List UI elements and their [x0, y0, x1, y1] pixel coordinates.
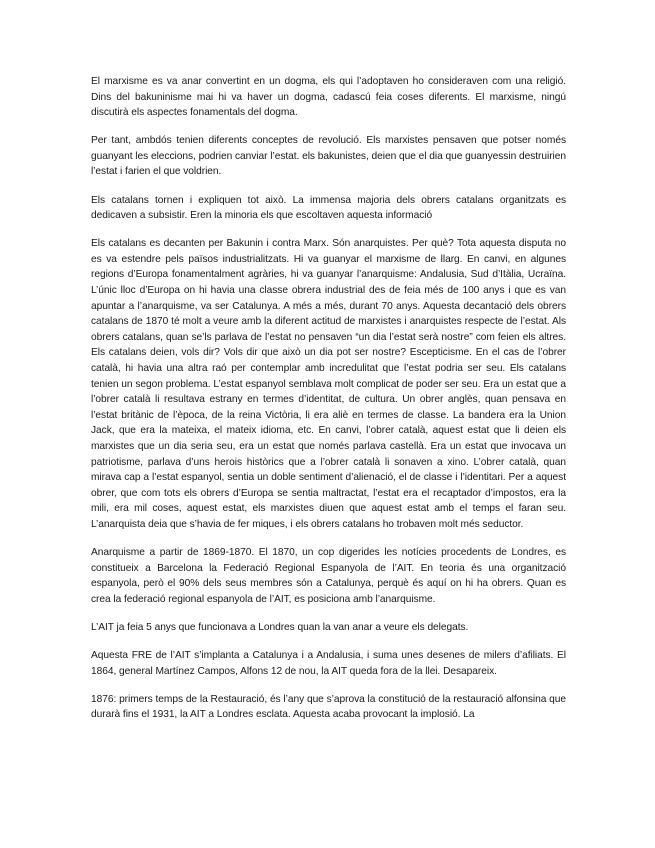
paragraph-1876-restoration: 1876: primers temps de la Restauració, és l’any que s’aprova la constitució de la restauració alfonsina que durarà fins el 1931, la AIT a Londres esclata. Aquesta acaba provocant la implosió. La [91, 693, 566, 721]
document-page [91, 74, 566, 735]
paragraph-revolution-concepts: Per tant, ambdós tenien diferents conceptes de revolució. Els marxistes pensaven que potser només guanyant les eleccions, podrien canviar l’estat. els bakunistes, deien que el dia que guanyessin destruirien l’estat i farien el que voldrien. [91, 135, 566, 178]
paragraph-catalans-return: Els catalans tornen i expliquen tot això. La immensa majoria dels obrers catalans organitzats es dedicaven a subsistir. Eren la minoria els que escoltaven aquesta informació [91, 194, 566, 222]
paragraph-ait-london: L’AIT ja feia 5 anys que funcionava a Londres quan la van anar a veure els delegats. [91, 621, 469, 633]
paragraph-catalans-bakunin: Els catalans es decanten per Bakunin i contra Marx. Són anarquistes. Per què? Tota aquesta disputa no es va estendre pels països industrialitzats. Hi va guanyar el marxisme de llarg. En canvi, en algunes regions d’Europa fonamentalment agràries, hi va guanyar l’anarquisme: Andalusia, Sud d’Itàlia, Ucraïna. L’únic lloc d’Europa on hi havia una classe obrera industrial des de feia més de 100 anys i que es van apuntar a l’anarquisme, va ser Catalunya. A més a més, durant 70 anys. Aquesta decantació dels obrers catalans de 1870 té molt a veure amb la diferent actitud de marxistes i anarquistes respecte de l’estat. Als obrers catalans, quan se’ls parlava de l’estat no pensaven “un dia l’estat serà nostre” com feien els altres. Els catalans deien, vols dir? Vols dir que això un dia pot ser nostre? Escepticisme. En el cas de l’obrer català, hi havia una altra raó per contemplar amb incredulitat que l’estat podria ser seu. Els catalans tenien un segon problema. L’estat espanyol semblava molt complicat de poder ser seu. Era un estat que a l’obrer català li resultava estrany en termes d’identitat, de cultura. Un obrer anglès, quan pensava en l’estat britànic de l’època, de la reina Victòria, li era aliè en termes de classe. La bandera era la Union Jack, que era la mateixa, el mateix idioma, etc. En canvi, l’obrer català, aquest estat que li deien els marxistes que un dia seria seu, era un estat que només parlava castellà. Era un estat que invocava un patriotisme, parlava d’uns herois històrics que a l’obrer català li sonaven a xino. L’obrer català, quan mirava cap a l’estat espanyol, sentia un doble sentiment d’alienació, el de classe i l’identitari. Per a aquest obrer, que com tots els obrers d’Europa se sentia maltractat, l’estat era el recaptador d’impostos, era la mili, era mil coses, aquest estat, els marxistes diuen que aquest estat amb el temps el faran seu. L’anarquista deia que s’havia de fer miques, i els obrers catalans ho trobaven molt més seductor. [91, 238, 566, 530]
paragraph-fre-ait: Aquesta FRE de l’AIT s’implanta a Catalunya i a Andalusia, i suma unes desenes de milers d’afiliats. El 1864, general Martínez Campos, Alfons 12 de nou, la AIT queda fora de la llei. Desapareix. [91, 650, 566, 677]
paragraph-anarchism-1869: Anarquisme a partir de 1869-1870. El 1870, un cop digerides les notícies procedents de Londres, es constitueix a Barcelona la Federació Regional Espanyola de l’AIT. En teoria és una organització espanyola, però el 90% dels seus membres són a Catalunya, perquè és aquí on hi ha obrers. Quan es crea la federació regional espanyola de l’AIT, es posiciona amb l’anarquisme. [91, 547, 566, 605]
paragraph-marxism-dogma: El marxisme es va anar convertint en un dogma, els qui l’adoptaven ho consideraven com una religió. Dins del bakuninisme mai hi va haver un dogma, cadascú feia coses diferents. El marxisme, ningú discutirà els aspectes fonamentals del dogma. [91, 76, 566, 119]
